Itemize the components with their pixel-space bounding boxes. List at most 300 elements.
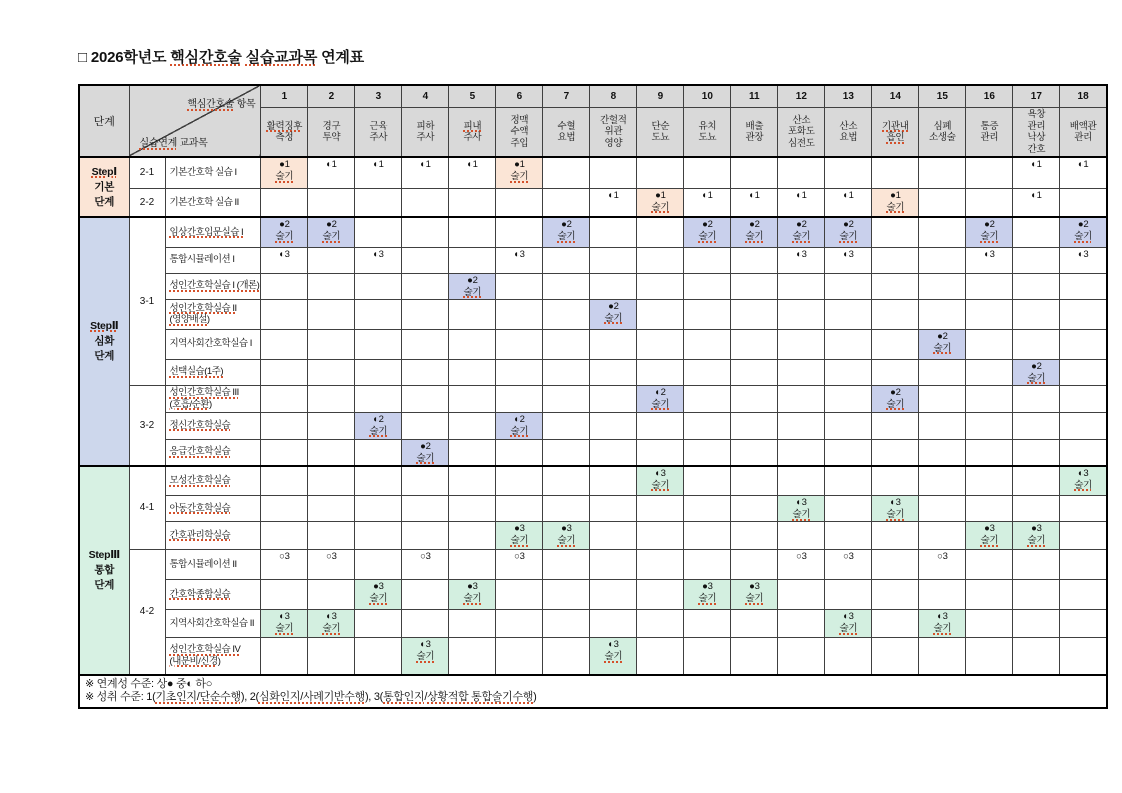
grid-cell [1013,466,1060,496]
text-segment: □ 2026학년도 [78,49,171,66]
mark-cell-c17 [1013,188,1060,217]
mark-symbol: ○3 [937,551,948,562]
mark-symbol: ◐3 [843,611,854,622]
mark-symbol: ◐3 [608,639,619,650]
mark-symbol: ◐1 [467,159,478,170]
text-segment: 교과목 [176,138,208,149]
grid-cell [355,329,402,359]
mark-cell-c2 [308,610,355,638]
grid-cell [1060,299,1107,329]
grid-cell [778,385,825,412]
col-number-16: 16 [966,85,1013,108]
grid-cell [872,638,919,675]
skill-label: 술기 [886,398,905,410]
header-line: 기관내 [882,120,909,132]
grid-cell [449,439,496,466]
col-header-5 [449,108,496,158]
grid-cell [543,329,590,359]
grid-cell [872,466,919,496]
grid-cell [778,580,825,610]
header-line: 피하 [416,120,435,132]
mark-cell-c17 [1013,522,1060,550]
mark-symbol: ◐3 [514,248,525,260]
grid-cell [825,580,872,610]
grid-cell [966,359,1013,385]
mark-symbol: ◐2 [655,386,666,398]
grid-cell [731,550,778,580]
grid-cell [590,329,637,359]
mark-cell-c4 [402,439,449,466]
mark-cell-c16 [966,247,1013,273]
header-line: 주사 [369,132,388,143]
grid-cell [590,157,637,188]
grid-cell [872,247,919,273]
grid-cell [778,273,825,299]
mark-symbol: ●2 [702,219,713,230]
skill-label: 술기 [839,623,858,634]
mark-symbol: ◐1 [608,189,619,201]
mark-symbol: ○3 [843,551,854,562]
mark-cell-c12 [778,217,825,247]
grid-cell [449,299,496,329]
text-segment: 사례기반수행 [302,691,365,703]
grid-cell [496,273,543,299]
grid-cell [308,385,355,412]
mark-symbol: ◐1 [373,159,384,170]
header-line: 경구 [322,120,341,132]
skill-label: 술기 [510,535,529,546]
skill-label: 술기 [275,231,294,242]
course-name-line: 선택실습(1주) [169,366,223,378]
grid-cell [919,157,966,188]
col-header-8 [590,108,637,158]
subgroup-term: 4-2 [129,550,165,675]
course-row [79,412,1107,439]
grid-cell [496,439,543,466]
grid-cell [496,385,543,412]
skill-label: 술기 [1027,535,1046,546]
col-header-14 [872,108,919,158]
mark-symbol: ●1 [514,159,525,170]
subgroup-term: 3-2 [129,385,165,466]
grid-cell [1013,610,1060,638]
mark-cell-c9 [637,385,684,412]
grid-cell [637,299,684,329]
text-segment: 실습교과목 [245,49,318,66]
grid-cell [731,385,778,412]
grid-cell [731,247,778,273]
mark-symbol: ◐3 [796,248,807,260]
grid-cell [919,496,966,522]
step-label-step2 [79,217,129,466]
mark-symbol: ○3 [796,551,807,562]
grid-cell [590,466,637,496]
course-row [79,359,1107,385]
mark-cell-c6 [496,412,543,439]
text-segment: ) [533,691,537,703]
grid-cell [402,188,449,217]
skill-label: 술기 [933,342,952,354]
course-name [165,359,261,385]
mark-cell-c11 [731,188,778,217]
header-line: 수혈 [557,120,576,132]
col-header-2 [308,108,355,158]
grid-cell [684,610,731,638]
mark-symbol: ●2 [796,219,807,230]
col-header-18 [1060,108,1107,158]
col-header-4 [402,108,449,158]
grid-cell [825,273,872,299]
header-line: 관리 [1027,120,1046,132]
header-line: 산소 [792,114,811,126]
grid-cell [402,299,449,329]
skill-label: 술기 [604,651,623,662]
mark-cell-c1 [261,217,308,247]
grid-cell [966,273,1013,299]
mark-symbol: ●2 [843,219,854,230]
grid-cell [825,522,872,550]
grid-cell [308,496,355,522]
mark-cell-c4 [402,157,449,188]
mark-symbol: ◐2 [514,413,525,425]
header-line: 배액관 [1069,120,1097,132]
grid-cell [449,550,496,580]
step-label-line: StepⅡ [90,319,119,332]
col-header-16 [966,108,1013,158]
grid-cell [590,610,637,638]
mark-symbol: ◐2 [373,413,384,425]
grid-cell [825,329,872,359]
grid-cell [684,496,731,522]
mark-cell-c1 [261,550,308,580]
grid-cell [778,359,825,385]
grid-cell [825,412,872,439]
grid-cell [872,273,919,299]
mark-cell-c10 [684,580,731,610]
text-segment: / [196,691,200,703]
grid-cell [543,359,590,385]
grid-cell [355,496,402,522]
mark-symbol: ●2 [279,219,290,230]
grid-cell [1060,329,1107,359]
mark-symbol: ◐3 [420,639,431,650]
grid-cell [684,638,731,675]
skill-label: 술기 [1074,479,1092,491]
grid-cell [308,522,355,550]
mark-cell-c15 [919,329,966,359]
col-number-17: 17 [1013,85,1060,108]
mark-symbol: ●3 [514,523,525,534]
grid-cell [1060,550,1107,580]
col-number-13: 13 [825,85,872,108]
grid-cell [449,188,496,217]
mark-symbol: ●3 [467,581,478,592]
grid-cell [684,247,731,273]
grid-cell [261,299,308,329]
grid-cell [355,522,402,550]
mark-symbol: ●1 [279,159,290,170]
mark-cell-c18 [1060,157,1107,188]
grid-cell [355,439,402,466]
grid-cell [261,273,308,299]
grid-cell [261,329,308,359]
grid-cell [825,638,872,675]
mark-cell-c11 [731,217,778,247]
header-line: 통증 [980,120,999,132]
mark-cell-c11 [731,580,778,610]
grid-cell [1013,638,1060,675]
mark-cell-c14 [872,496,919,522]
course-name-line: 통합시뮬레이션 II [169,558,237,570]
grid-cell [825,385,872,412]
grid-cell [872,439,919,466]
grid-cell [966,638,1013,675]
grid-cell [590,273,637,299]
mark-cell-c5 [449,580,496,610]
grid-cell [1060,610,1107,638]
col-number-15: 15 [919,85,966,108]
course-row [79,638,1107,675]
grid-cell [261,638,308,675]
course-name [165,247,261,273]
mark-symbol: ●3 [561,523,572,534]
mark-cell-c10 [684,217,731,247]
grid-cell [308,247,355,273]
grid-cell [543,580,590,610]
skill-label: 술기 [886,509,905,520]
text-segment: 항목 [234,99,256,110]
mark-symbol: ◐3 [843,248,854,260]
grid-cell [590,359,637,385]
grid-cell [872,299,919,329]
grid-cell [684,359,731,385]
header-line: 주사 [463,132,482,143]
header-line: 근육 [369,120,388,132]
step-label-line: 심화 [94,334,115,347]
grid-cell [308,580,355,610]
step-label-line: 통합 [94,563,115,576]
course-name-line: 성인간호학실습 I (개론) [169,280,260,292]
subgroup-term: 2-1 [129,157,165,188]
grid-cell [872,359,919,385]
course-name [165,385,261,412]
grid-cell [449,359,496,385]
skill-label: 술기 [322,623,341,634]
mark-symbol: ●2 [561,219,572,230]
text-segment: / [424,691,428,703]
grid-cell [261,188,308,217]
grid-cell [449,329,496,359]
col-header-12 [778,108,825,158]
course-name-line: 임상간호입문실습 I [169,226,244,238]
grid-cell [919,439,966,466]
skill-label: 술기 [745,231,764,242]
header-line: 심전도 [788,137,815,149]
linked-courses-label [140,134,208,149]
header-line: 관리 [980,132,999,143]
mark-symbol: ◐3 [1077,248,1089,260]
mark-cell-c17 [1013,157,1060,188]
mark-cell-c1 [261,157,308,188]
mark-symbol: ●2 [1077,219,1089,230]
skill-label: 술기 [369,425,388,437]
skill-label: 술기 [839,231,858,242]
text-segment: ※ 성취 수준: 1( [85,691,156,703]
mark-symbol: ●3 [749,581,760,592]
course-name-line: (호흡/순환) [169,398,212,410]
course-row [79,550,1107,580]
grid-cell [637,247,684,273]
grid-cell [919,217,966,247]
skill-label: 술기 [698,593,717,604]
grid-cell [637,550,684,580]
grid-cell [731,329,778,359]
text-segment: ※ 연계성 수준: 상● 중◐ 하○ [85,677,213,690]
mark-cell-c13 [825,550,872,580]
header-line: 간호 [1027,143,1046,155]
header-line: 위관 [604,126,623,138]
course-name-line: 통합시뮬레이션 I [169,254,235,266]
col-header-10 [684,108,731,158]
skill-label: 술기 [1027,372,1046,384]
header-line: 심폐 [933,120,952,132]
grid-cell [355,610,402,638]
header-line: 산소 [839,120,858,132]
mark-cell-c1 [261,610,308,638]
mark-cell-c13 [825,217,872,247]
grid-cell [966,550,1013,580]
mark-cell-c10 [684,188,731,217]
grid-cell [496,188,543,217]
header-line: 영양 [604,137,623,149]
grid-cell [637,439,684,466]
skill-label: 술기 [651,201,670,213]
mark-symbol: ◐3 [1077,467,1089,479]
skill-label: 술기 [463,286,482,298]
mark-symbol: ●2 [937,330,948,342]
col-header-9 [637,108,684,158]
notes-cell [79,675,1107,708]
grid-cell [449,496,496,522]
mark-cell-c8 [590,188,637,217]
course-name [165,466,261,496]
course-row [79,522,1107,550]
mark-symbol: ◐3 [326,611,337,622]
grid-cell [1013,439,1060,466]
grid-cell [919,299,966,329]
grid-cell [731,412,778,439]
grid-cell [308,359,355,385]
mark-cell-c15 [919,610,966,638]
course-row [79,466,1107,496]
step-label-step1 [79,157,129,217]
grid-cell [778,638,825,675]
grid-cell [261,580,308,610]
mark-symbol: ◐1 [796,189,807,201]
col-header-15 [919,108,966,158]
mark-cell-c5 [449,157,496,188]
grid-cell [966,439,1013,466]
grid-cell [872,522,919,550]
col-header-1 [261,108,308,158]
grid-cell [1060,496,1107,522]
header-line: 소생술 [929,132,956,143]
grid-cell [402,522,449,550]
grid-cell [919,188,966,217]
step-label-line: StepⅠ [91,165,117,178]
col-header-3 [355,108,402,158]
grid-cell [402,217,449,247]
stage-header-cell: 단계 [79,85,129,157]
mark-symbol: ●2 [749,219,760,230]
course-name-line: 성인간호학실습 IV [169,644,241,656]
grid-cell [778,610,825,638]
mark-cell-c18 [1060,466,1107,496]
skill-label: 술기 [1074,231,1092,242]
mark-cell-c6 [496,157,543,188]
grid-cell [449,610,496,638]
skill-label: 술기 [369,593,388,604]
grid-cell [308,412,355,439]
grid-cell [590,522,637,550]
text-segment: ), 3( [364,691,383,703]
course-name [165,439,261,466]
mark-cell-c8 [590,299,637,329]
course-row [79,329,1107,359]
grid-cell [684,466,731,496]
course-row [79,610,1107,638]
grid-cell [402,359,449,385]
grid-cell [590,580,637,610]
grid-cell [1060,359,1107,385]
course-name-line: 응급간호학실습 [169,446,231,458]
course-name-line: 기본간호학 실습 I [169,167,237,178]
grid-cell [1013,217,1060,247]
grid-cell [684,385,731,412]
mark-symbol: ◐1 [843,189,854,201]
mark-symbol: ●3 [702,581,713,592]
mark-cell-c3 [355,247,402,273]
linkage-table [78,84,1108,709]
mark-cell-c3 [355,580,402,610]
grid-cell [637,412,684,439]
text-segment: 핵심간호술 [170,49,242,66]
skill-label: 술기 [510,171,529,182]
col-number-1: 1 [261,85,308,108]
col-number-8: 8 [590,85,637,108]
mark-cell-c8 [590,638,637,675]
grid-cell [449,412,496,439]
mark-cell-c14 [872,385,919,412]
mark-symbol: ●2 [420,440,431,452]
grid-cell [590,247,637,273]
course-name-line: 성인간호학실습 II [169,302,237,314]
grid-cell [637,638,684,675]
col-header-13 [825,108,872,158]
mark-symbol: ●2 [608,300,619,312]
grid-cell [919,522,966,550]
grid-cell [731,522,778,550]
grid-cell [872,412,919,439]
grid-cell [355,188,402,217]
mark-cell-c7 [543,522,590,550]
grid-cell [966,188,1013,217]
grid-cell [872,550,919,580]
grid-cell [919,273,966,299]
mark-cell-c18 [1060,247,1107,273]
header-line: 흡인 [886,132,905,143]
mark-cell-c7 [543,217,590,247]
